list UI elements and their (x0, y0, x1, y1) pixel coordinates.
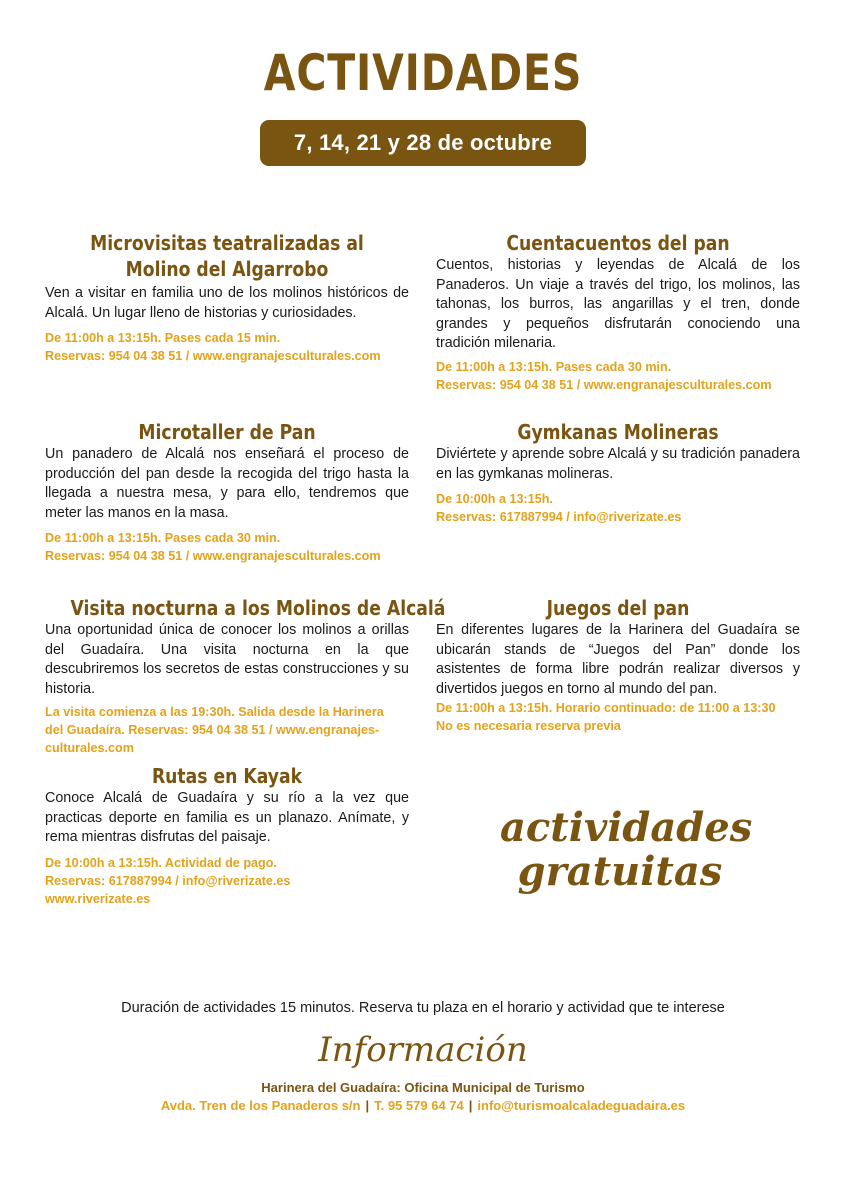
date-badge: 7, 14, 21 y 28 de octubre (260, 120, 586, 166)
address-text: Avda. Tren de los Panaderos s/n (160, 1098, 361, 1113)
activity-rutas-kayak (45, 763, 409, 908)
activity-info-line: Reservas: 617887994 / info@riverizate.es (436, 510, 682, 524)
separator: | (468, 1098, 473, 1113)
activity-info (436, 699, 800, 735)
activity-info-line: De 10:00h a 13:15h. Actividad de pago. (45, 855, 277, 870)
activity-title (70, 230, 383, 282)
activity-title-line: Rutas en Kayak (151, 764, 303, 788)
activity-info (45, 529, 409, 565)
activity-description: Diviértete y aprende sobre Alcalá y su tradición panadera en las gymkanas molineras. (436, 446, 800, 482)
activity-info-line: Reservas: 954 04 38 51 / www.engranajesculturales.com (45, 549, 381, 563)
page-title: ACTIVIDADES (263, 44, 583, 102)
activity-info (45, 854, 409, 908)
contact-line (0, 1098, 846, 1113)
activity-info-line: No es necesaria reserva previa (436, 719, 621, 733)
activity-info-line: www.riverizate.es (45, 891, 151, 906)
activity-title-line: Gymkanas Molineras (517, 420, 719, 444)
activity-title (70, 595, 446, 621)
activity-info (436, 358, 800, 394)
activity-gymkanas (436, 419, 800, 526)
separator: | (365, 1098, 370, 1113)
info-heading: Información (318, 1030, 528, 1070)
activity-description: En diferentes lugares de la Harinera del Guadaíra se ubicarán stands de “Juegos del Pan” donde los asistentes de forma libre podrán realizar diversos y divertidos juegos en torno al mundo del pan. (436, 622, 800, 697)
activity-juegos (436, 595, 800, 735)
activity-title-line: Visita nocturna a los Molinos de Alcalá (70, 596, 446, 620)
activity-info-line: De 10:00h a 13:15h. (436, 492, 553, 506)
activity-description: Conoce Alcalá de Guadaíra y su río a la vez que practicas deporte en familia es un planazo. Anímate, y rema mientras disfrutas del paisaje. (45, 790, 409, 845)
organization-name: Harinera del Guadaíra: Oficina Municipal de Turismo (261, 1080, 585, 1095)
activity-info-line: del Guadaíra. Reservas: 954 04 38 51 / www.engranajes- (45, 723, 380, 737)
activity-visita-nocturna (45, 595, 446, 757)
activity-info (45, 329, 409, 365)
activity-info-line: Reservas: 954 04 38 51 / www.engranajesculturales.com (45, 349, 381, 363)
activity-title-line: Juegos del pan (546, 596, 690, 620)
activity-info-line: De 11:00h a 13:15h. Horario continuado: de 11:00 a 13:30 (436, 701, 776, 715)
activity-title (461, 595, 774, 621)
activity-title (461, 419, 774, 445)
activity-info (45, 703, 409, 757)
activity-info-line: De 11:00h a 13:15h. Pases cada 30 min. (436, 359, 672, 374)
activity-title (461, 230, 774, 256)
activity-info-line: culturales.com (45, 741, 134, 755)
activity-info (436, 490, 800, 526)
activity-cuentacuentos (436, 230, 800, 394)
free-activities-label (500, 804, 753, 895)
phone-text: T. 95 579 64 74 (374, 1098, 464, 1113)
activity-info-line: De 11:00h a 13:15h. Pases cada 30 min. (45, 531, 281, 545)
activity-info-line: La visita comienza a las 19:30h. Salida desde la Harinera (45, 705, 384, 719)
free-activities-line: actividades (500, 804, 753, 851)
activity-microvisitas (45, 230, 409, 365)
activity-title-line: Microtaller de Pan (138, 420, 316, 444)
activity-info-line: De 11:00h a 13:15h. Pases cada 15 min. (45, 331, 281, 345)
activity-info-line: Reservas: 617887994 / info@riverizate.es (45, 873, 291, 888)
duration-note: Duración de actividades 15 minutos. Reserva tu plaza en el horario y actividad que te interese (121, 1000, 725, 1016)
activity-title (70, 419, 383, 445)
free-activities-line: gratuitas (517, 848, 723, 895)
activity-info-line: Reservas: 954 04 38 51 / www.engranajesculturales.com (436, 377, 772, 392)
activity-title-line: Molino del Algarrobo (125, 257, 329, 281)
activity-description: Un panadero de Alcalá nos enseñará el proceso de producción del pan desde la recogida del trigo hasta la llegada a nuestra mesa, y para ello, tendremos que meter las manos en la masa. (45, 446, 409, 521)
activity-description: Una oportunidad única de conocer los molinos a orillas del Guadaíra. Una visita nocturna en la que descubriremos los secretos de estas construcciones y su historia. (45, 622, 409, 697)
activity-microtaller (45, 419, 409, 565)
activity-description: Ven a visitar en familia uno de los molinos históricos de Alcalá. Un lugar lleno de historias y curiosidades. (45, 285, 409, 321)
activity-description: Cuentos, historias y leyendas de Alcalá de los Panaderos. Un viaje a través del trigo, los molinos, las tahonas, los burros, las angarillas y el tren, donde grandes y pequeños disfrutarán conociendo una tradición milenaria. (436, 257, 800, 351)
email-link[interactable]: info@turismoalcaladeguadaira.es (477, 1098, 686, 1113)
activity-title-line: Cuentacuentos del pan (506, 231, 730, 255)
activity-title (70, 763, 383, 789)
activity-title-line: Microvisitas teatralizadas al (90, 231, 364, 255)
